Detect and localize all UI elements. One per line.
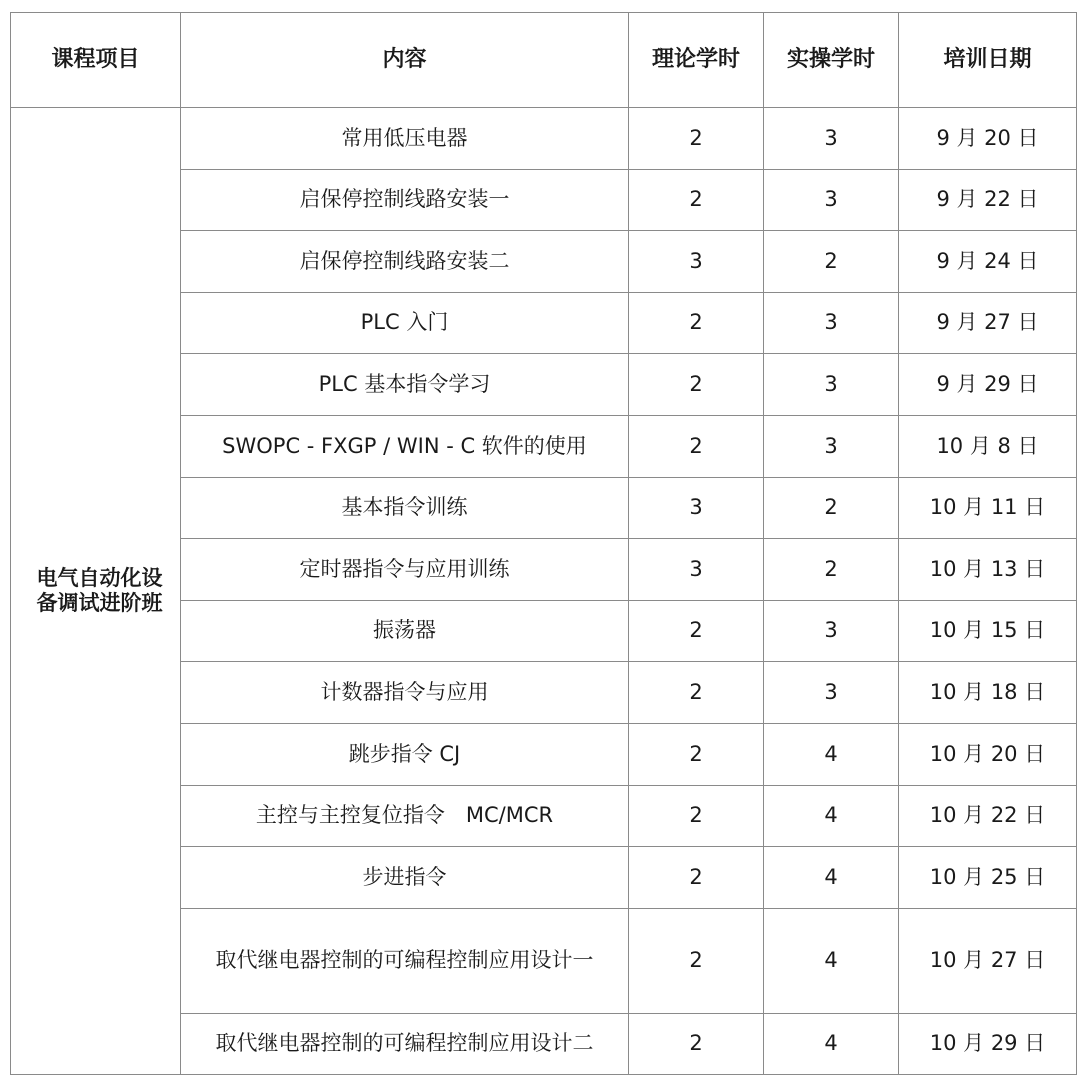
training-date-cell: 10 月 22 日 — [899, 785, 1077, 847]
theory-hours-cell: 2 — [629, 600, 764, 662]
training-schedule-table — [10, 12, 1077, 1075]
content-cell: 启保停控制线路安装一 — [181, 169, 629, 231]
theory-hours-cell: 2 — [629, 292, 764, 354]
training-date-cell: 10 月 11 日 — [899, 477, 1077, 539]
schedule-body — [11, 108, 1077, 1075]
theory-hours-cell: 2 — [629, 169, 764, 231]
practice-hours-cell: 3 — [764, 169, 899, 231]
practice-hours-cell: 2 — [764, 231, 899, 293]
content-cell: 定时器指令与应用训练 — [181, 539, 629, 601]
theory-hours-cell: 2 — [629, 785, 764, 847]
practice-hours-cell: 3 — [764, 662, 899, 724]
theory-hours-cell: 2 — [629, 415, 764, 477]
theory-hours-cell: 3 — [629, 539, 764, 601]
theory-hours-cell: 2 — [629, 662, 764, 724]
theory-hours-cell: 3 — [629, 477, 764, 539]
training-date-cell: 10 月 29 日 — [899, 1013, 1077, 1074]
practice-hours-cell: 3 — [764, 108, 899, 170]
practice-hours-cell: 2 — [764, 477, 899, 539]
course-name-line-2: 备调试进阶班 — [36, 590, 163, 615]
theory-hours-cell: 2 — [629, 108, 764, 170]
header-row — [11, 13, 1077, 108]
training-date-cell: 9 月 24 日 — [899, 231, 1077, 293]
content-cell: 步进指令 — [181, 847, 629, 909]
training-date-cell: 10 月 27 日 — [899, 908, 1077, 1013]
header-content: 内容 — [181, 13, 629, 108]
training-date-cell: 9 月 22 日 — [899, 169, 1077, 231]
content-cell: PLC 入门 — [181, 292, 629, 354]
content-cell: 常用低压电器 — [181, 108, 629, 170]
practice-hours-cell: 3 — [764, 354, 899, 416]
content-cell: 计数器指令与应用 — [181, 662, 629, 724]
training-date-cell: 10 月 13 日 — [899, 539, 1077, 601]
training-date-cell: 10 月 18 日 — [899, 662, 1077, 724]
course-name-cell — [11, 108, 181, 1075]
training-date-cell: 10 月 15 日 — [899, 600, 1077, 662]
training-date-cell: 10 月 25 日 — [899, 847, 1077, 909]
training-date-cell: 10 月 20 日 — [899, 723, 1077, 785]
training-date-cell: 9 月 27 日 — [899, 292, 1077, 354]
content-cell: 启保停控制线路安装二 — [181, 231, 629, 293]
header-training-date: 培训日期 — [899, 13, 1077, 108]
training-date-cell: 9 月 20 日 — [899, 108, 1077, 170]
theory-hours-cell: 2 — [629, 908, 764, 1013]
practice-hours-cell: 4 — [764, 847, 899, 909]
practice-hours-cell: 3 — [764, 292, 899, 354]
content-cell: 振荡器 — [181, 600, 629, 662]
theory-hours-cell: 2 — [629, 354, 764, 416]
header-theory-hours: 理论学时 — [629, 13, 764, 108]
content-cell: PLC 基本指令学习 — [181, 354, 629, 416]
table-row — [11, 108, 1077, 170]
practice-hours-cell: 3 — [764, 600, 899, 662]
training-date-cell: 9 月 29 日 — [899, 354, 1077, 416]
header-practice-hours: 实操学时 — [764, 13, 899, 108]
content-cell: 主控与主控复位指令 MC/MCR — [181, 785, 629, 847]
practice-hours-cell: 4 — [764, 785, 899, 847]
header-course: 课程项目 — [11, 13, 181, 108]
content-cell: 取代继电器控制的可编程控制应用设计一 — [181, 908, 629, 1013]
theory-hours-cell: 2 — [629, 847, 764, 909]
content-cell: SWOPC - FXGP / WIN - C 软件的使用 — [181, 415, 629, 477]
practice-hours-cell: 4 — [764, 908, 899, 1013]
practice-hours-cell: 3 — [764, 415, 899, 477]
theory-hours-cell: 2 — [629, 1013, 764, 1074]
training-date-cell: 10 月 8 日 — [899, 415, 1077, 477]
content-cell: 取代继电器控制的可编程控制应用设计二 — [181, 1013, 629, 1074]
content-cell: 跳步指令 CJ — [181, 723, 629, 785]
content-cell: 基本指令训练 — [181, 477, 629, 539]
theory-hours-cell: 2 — [629, 723, 764, 785]
practice-hours-cell: 2 — [764, 539, 899, 601]
practice-hours-cell: 4 — [764, 723, 899, 785]
theory-hours-cell: 3 — [629, 231, 764, 293]
course-name-line-1: 电气自动化设 — [36, 565, 163, 590]
practice-hours-cell: 4 — [764, 1013, 899, 1074]
